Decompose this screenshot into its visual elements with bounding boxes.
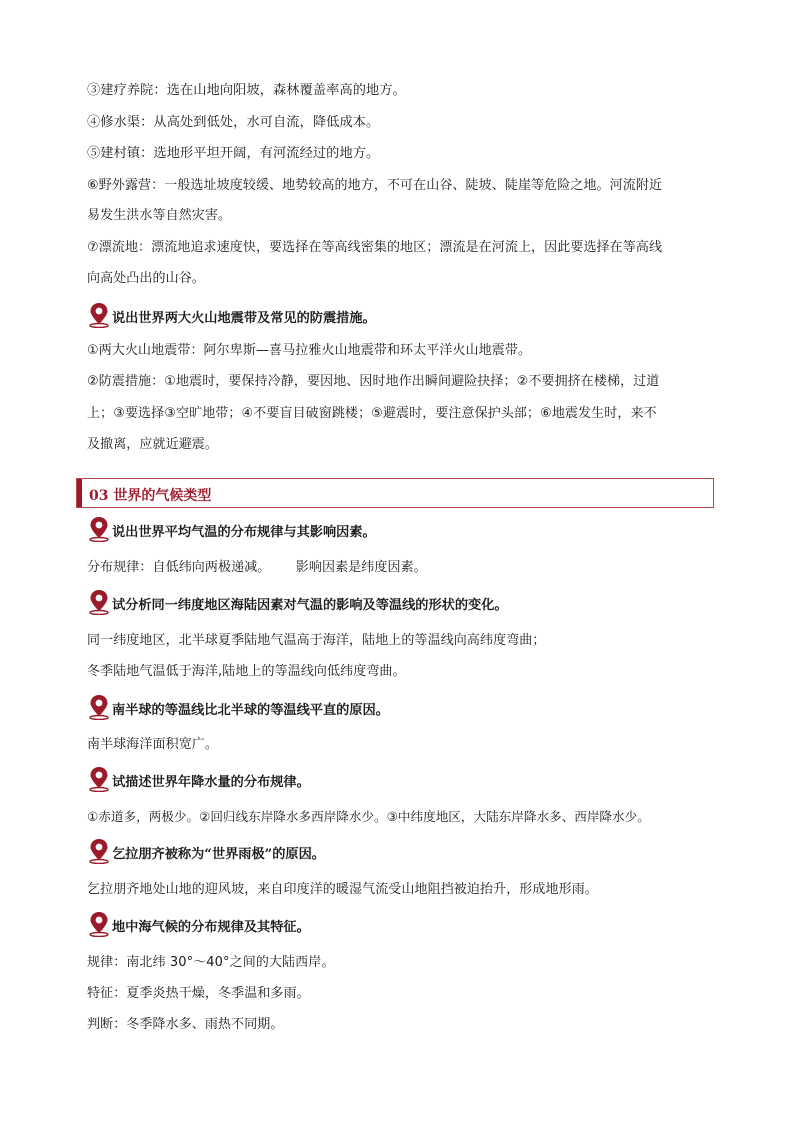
answer-line: ①两大火山地震带：阿尔卑斯—喜马拉雅火山地震带和环太平洋火山地震带。	[87, 343, 532, 358]
question-heading-mediterranean	[88, 911, 310, 937]
question-title: 乞拉朋齐被称为“世界雨极”的原因。	[112, 847, 325, 862]
question-heading-precipitation	[88, 766, 310, 792]
question-heading-cherrapunji	[88, 838, 325, 864]
location-pin-icon	[88, 766, 110, 792]
answer-line: ①赤道多，两极少。②回归线东岸降水多西岸降水少。③中纬度地区，大陆东岸降水多、西岸降水少。	[87, 809, 650, 824]
question-title: 说出世界平均气温的分布规律与其影响因素。	[112, 525, 376, 540]
question-title: 试分析同一纬度地区海陆因素对气温的影响及等温线的形状的变化。	[112, 598, 508, 613]
question-title: 南半球的等温线比北半球的等温线平直的原因。	[112, 703, 389, 718]
answer-line: ②防震措施：①地震时，要保持冷静，要因地、因时地作出瞬间避险抉择；②不要拥挤在楼梯，过道	[87, 374, 660, 389]
location-pin-icon	[88, 516, 110, 542]
question-heading-southern-hemisphere	[88, 694, 389, 720]
location-pin-icon	[88, 694, 110, 720]
answer-line: 分布规律：自低纬向两极递减。 影响因素是纬度因素。	[87, 560, 427, 575]
list-item: 易发生洪水等自然灾害。	[87, 208, 232, 223]
answer-line: 同一纬度地区，北半球夏季陆地气温高于海洋，陆地上的等温线向高纬度弯曲；	[87, 633, 546, 648]
list-item: ③建疗养院：选在山地向阳坡，森林覆盖率高的地方。	[87, 83, 406, 98]
answer-line: 特征：夏季炎热干燥，冬季温和多雨。	[87, 986, 310, 1001]
section-title: 03 世界的气候类型	[89, 488, 212, 504]
question-heading-earthquake	[88, 302, 376, 328]
list-item: 向高处凸出的山谷。	[87, 271, 205, 286]
location-pin-icon	[88, 302, 110, 328]
location-pin-icon	[88, 838, 110, 864]
location-pin-icon	[88, 911, 110, 937]
answer-line: 及撤离，应就近避震。	[87, 437, 219, 452]
answer-line: 冬季陆地气温低于海洋,陆地上的等温线向低纬度弯曲。	[87, 664, 406, 679]
list-item: ⑥野外露营：一般选址坡度较缓、地势较高的地方，不可在山谷、陡坡、陡崖等危险之地。河流附近	[87, 178, 663, 193]
list-item: ④修水渠：从高处到低处，水可自流，降低成本。	[87, 115, 380, 130]
answer-line: 规律：南北纬 30°～40°之间的大陆西岸。	[87, 955, 335, 970]
question-title: 说出世界两大火山地震带及常见的防震措施。	[112, 311, 376, 326]
section-header	[76, 478, 714, 508]
section-accent-bar	[77, 479, 82, 507]
question-heading-temperature	[88, 516, 376, 542]
question-title: 试描述世界年降水量的分布规律。	[112, 775, 310, 790]
answer-line: 南半球海洋面积宽广。	[87, 737, 219, 752]
answer-line: 乞拉朋齐地处山地的迎风坡，来自印度洋的暖湿气流受山地阻挡被迫抬升，形成地形雨。	[87, 882, 598, 897]
question-title: 地中海气候的分布规律及其特征。	[112, 920, 310, 935]
answer-line: 上；③要选择③空旷地带；④不要盲目破窗跳楼；⑤避震时，要注意保护头部；⑥地震发生时，来不	[87, 406, 657, 421]
list-item: ⑤建村镇：选地形平坦开阔，有河流经过的地方。	[87, 146, 380, 161]
list-item: ⑦漂流地：漂流地追求速度快，要选择在等高线密集的地区；漂流是在河流上，因此要选择在等高线	[87, 240, 663, 255]
question-heading-land-sea	[88, 589, 508, 615]
location-pin-icon	[88, 589, 110, 615]
answer-line: 判断：冬季降水多、雨热不同期。	[87, 1017, 284, 1032]
